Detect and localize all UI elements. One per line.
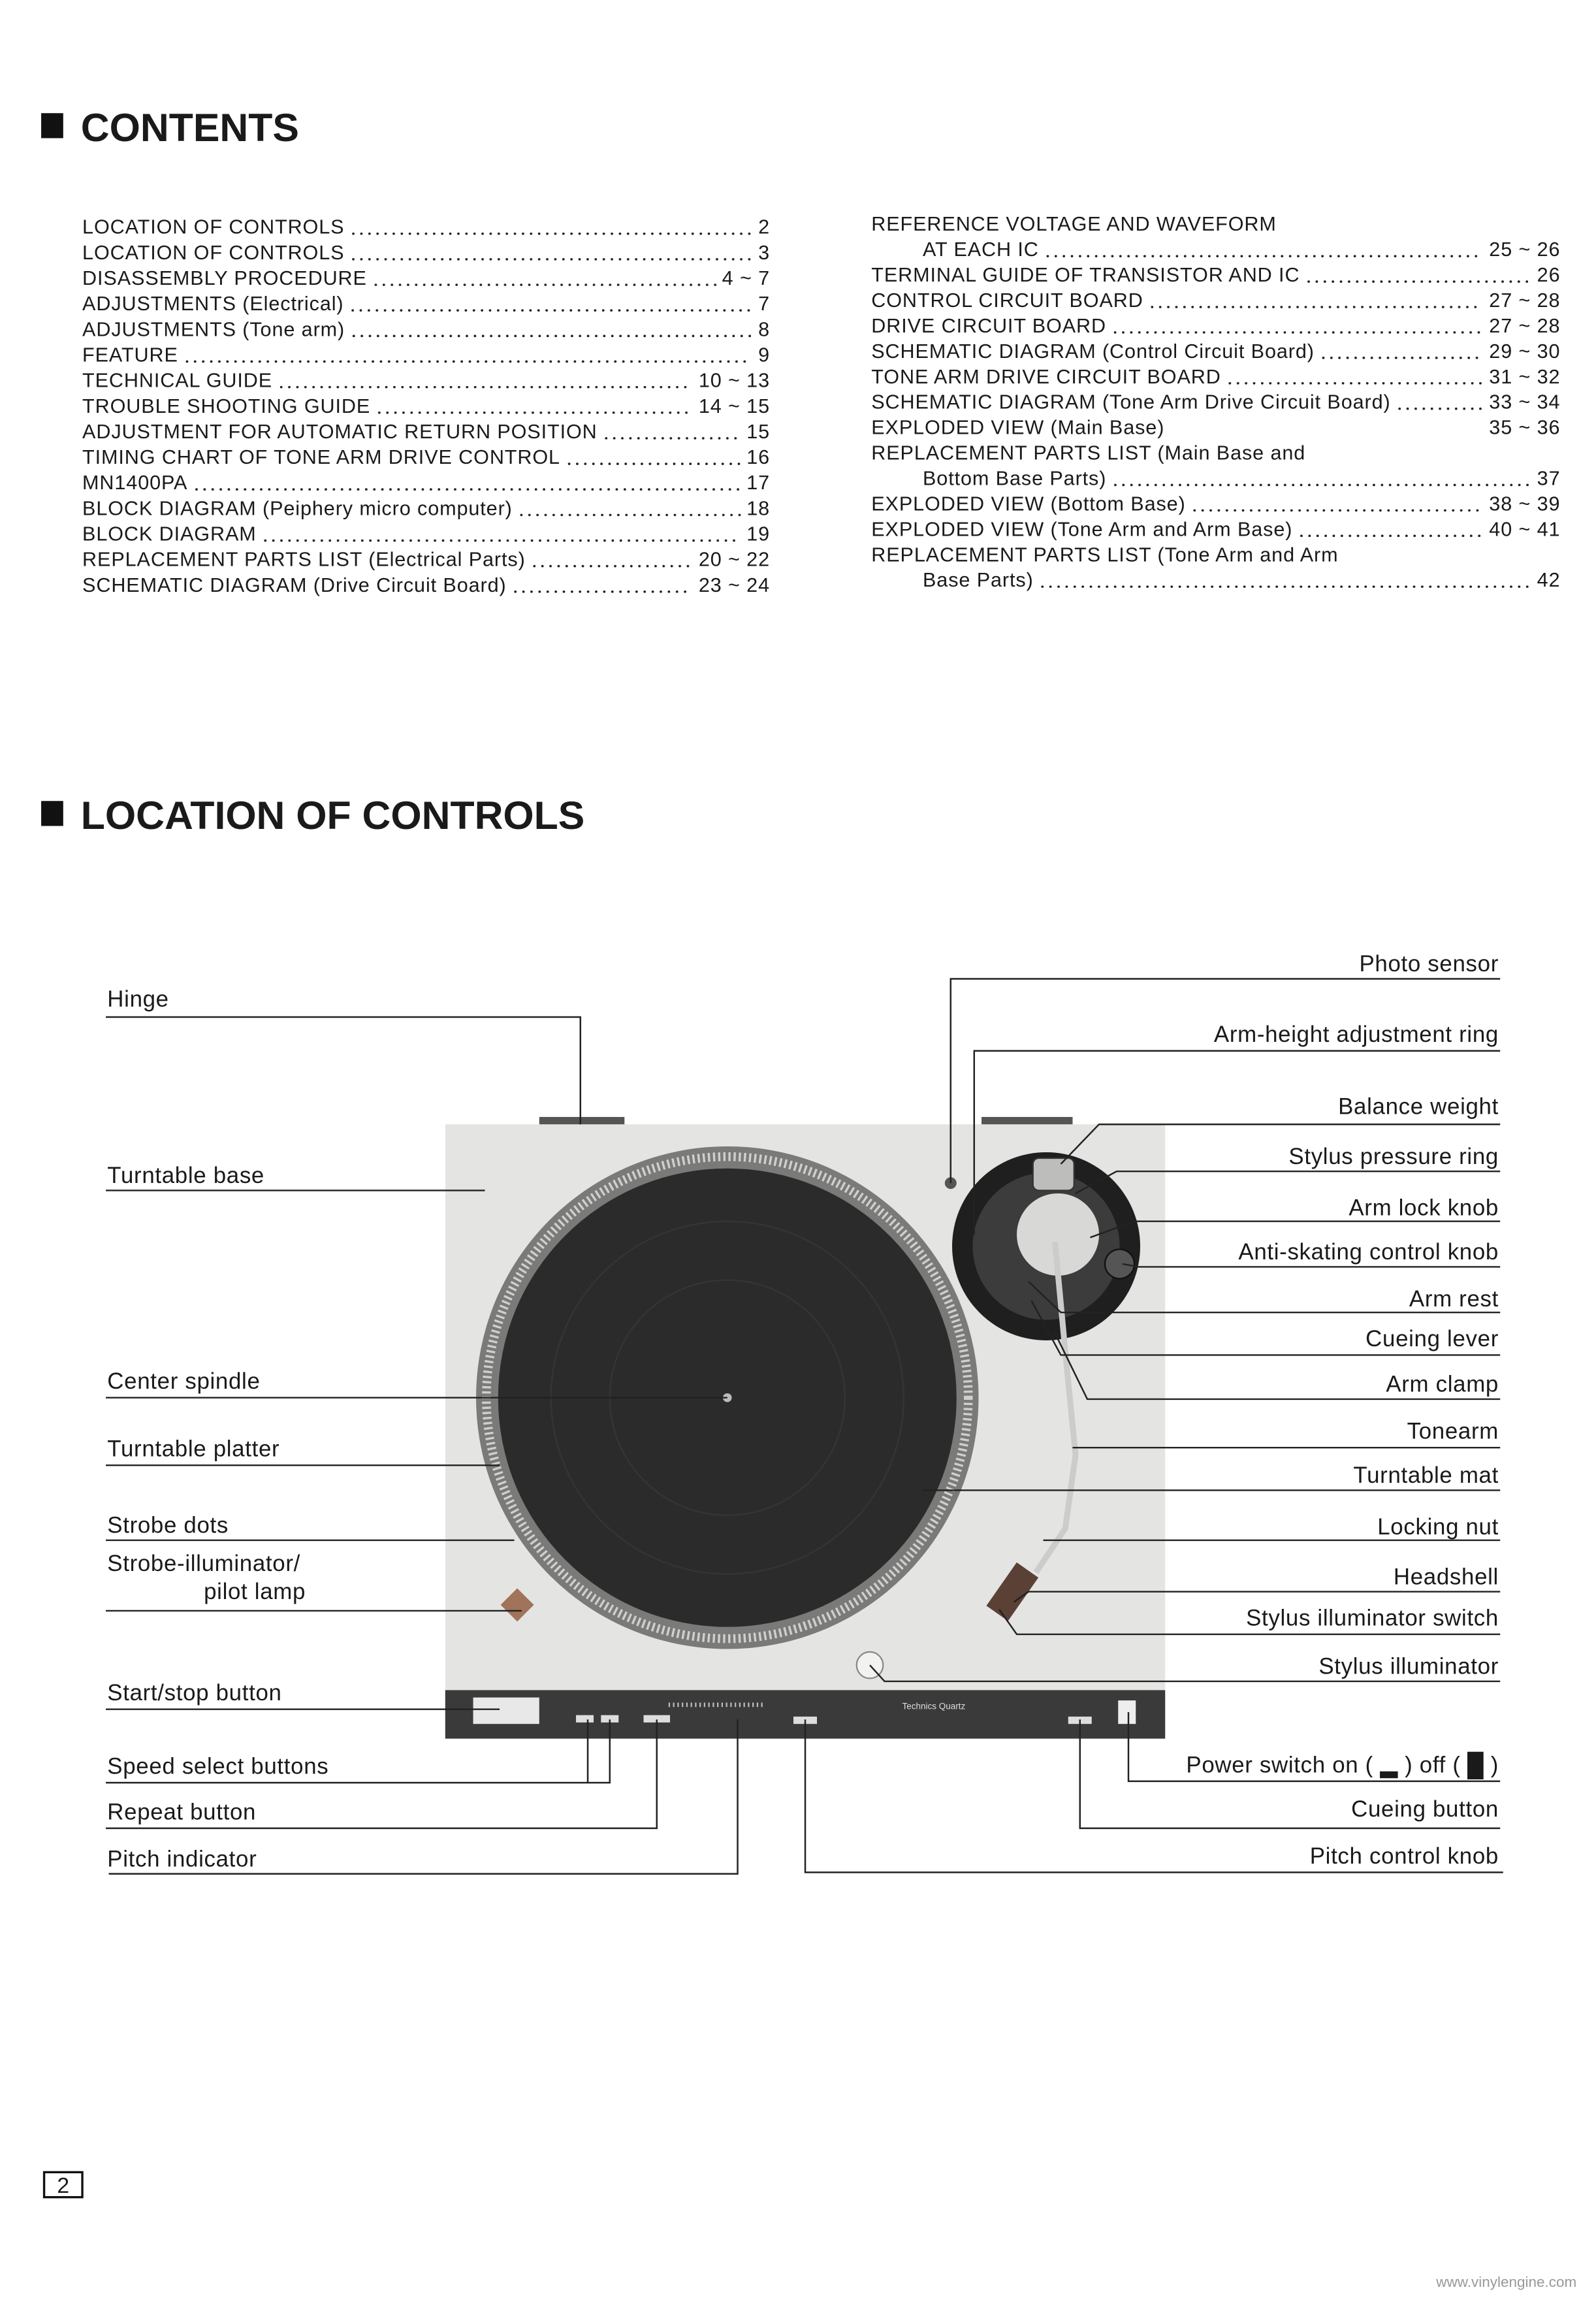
toc-page: 33 ~ 34 <box>1489 391 1561 413</box>
toc-entry[interactable] <box>923 569 1560 591</box>
toc-page: 35 ~ 36 <box>1489 416 1561 439</box>
toc-title: REFERENCE VOLTAGE AND WAVEFORM <box>871 213 1277 236</box>
toc-page: 31 ~ 32 <box>1489 365 1561 388</box>
toc-title: REPLACEMENT PARTS LIST (Tone Arm and Arm <box>871 543 1339 566</box>
toc-entry[interactable] <box>82 395 770 417</box>
toc-page: 4 ~ 7 <box>722 267 771 290</box>
balance-weight <box>1033 1158 1074 1190</box>
control-label: Photo sensor <box>1359 951 1499 977</box>
toc-page: 42 <box>1537 569 1561 592</box>
toc-entry[interactable] <box>871 264 1560 286</box>
toc-page: 15 <box>746 420 771 443</box>
toc-title: EXPLODED VIEW (Main Base) <box>871 416 1165 439</box>
toc-entry[interactable] <box>82 267 770 289</box>
toc-title: REPLACEMENT PARTS LIST (Main Base and <box>871 442 1306 464</box>
speed-33-button[interactable] <box>576 1715 594 1723</box>
toc-title: TONE ARM DRIVE CIRCUIT BOARD <box>871 365 1221 388</box>
toc-page: 18 <box>746 497 771 520</box>
toc-page: 10 ~ 13 <box>698 369 771 392</box>
control-label: Tonearm <box>1407 1418 1499 1444</box>
toc-page: 29 ~ 30 <box>1489 340 1561 363</box>
control-label: Cueing button <box>1351 1796 1499 1822</box>
toc-page: 14 ~ 15 <box>698 395 771 417</box>
toc-title: AT EACH IC <box>923 238 1039 261</box>
toc-entry[interactable] <box>82 446 770 468</box>
toc-page: 26 <box>1537 264 1561 287</box>
heading-bullet-icon <box>41 801 63 826</box>
start-stop-button[interactable] <box>473 1698 539 1724</box>
control-label: pilot lamp <box>204 1578 306 1604</box>
control-label: Center spindle <box>107 1368 261 1395</box>
toc-entry[interactable] <box>871 366 1560 388</box>
toc-entry[interactable] <box>82 242 770 264</box>
control-label: Turntable base <box>107 1163 265 1189</box>
toc-title: TIMING CHART OF TONE ARM DRIVE CONTROL <box>82 446 560 469</box>
toc-page: 7 <box>758 293 771 316</box>
leader-line <box>106 1017 581 1124</box>
anti-skating-knob <box>1105 1249 1134 1278</box>
control-label: Arm-height adjustment ring <box>1213 1022 1499 1048</box>
toc-title: ADJUSTMENTS (Electrical) <box>82 293 344 316</box>
toc-title: TERMINAL GUIDE OF TRANSISTOR AND IC <box>871 264 1300 287</box>
toc-page: 9 <box>758 344 771 366</box>
toc-entry[interactable] <box>923 467 1560 489</box>
toc-entry[interactable] <box>871 417 1560 439</box>
toc-right-column <box>871 213 1560 591</box>
toc-title: MN1400PA <box>82 472 188 494</box>
control-label: Turntable platter <box>107 1436 280 1462</box>
toc-title: EXPLODED VIEW (Bottom Base) <box>871 493 1186 515</box>
control-label: Balance weight <box>1338 1093 1499 1120</box>
control-label: Arm clamp <box>1386 1371 1499 1397</box>
control-label: Speed select buttons <box>107 1753 329 1779</box>
turntable-illustration <box>445 1117 1165 1739</box>
control-label: Repeat button <box>107 1799 257 1825</box>
toc-title: ADJUSTMENTS (Tone arm) <box>82 318 345 341</box>
control-label: Headshell <box>1393 1564 1499 1590</box>
toc-title: DRIVE CIRCUIT BOARD <box>871 314 1107 337</box>
toc-page: 17 <box>746 472 771 494</box>
toc-entry[interactable] <box>82 574 770 596</box>
toc-page: 2 <box>758 216 771 238</box>
toc-entry[interactable] <box>82 472 770 494</box>
toc-title: SCHEMATIC DIAGRAM (Tone Arm Drive Circuit Board) <box>871 391 1391 413</box>
toc-entry[interactable] <box>82 549 770 571</box>
toc-entry[interactable] <box>82 370 770 392</box>
toc-entry[interactable] <box>82 421 770 443</box>
toc-page: 20 ~ 22 <box>698 548 771 571</box>
power-switch[interactable] <box>1118 1700 1136 1724</box>
toc-title: SCHEMATIC DIAGRAM (Control Circuit Board) <box>871 340 1315 363</box>
toc-title: SCHEMATIC DIAGRAM (Drive Circuit Board) <box>82 574 507 596</box>
toc-entry[interactable] <box>871 493 1560 515</box>
control-label: Anti-skating control knob <box>1238 1239 1499 1265</box>
toc-title: Base Parts) <box>923 569 1034 592</box>
toc-entry[interactable] <box>82 497 770 519</box>
toc-page: 8 <box>758 318 771 341</box>
toc-title: ADJUSTMENT FOR AUTOMATIC RETURN POSITION <box>82 420 598 443</box>
control-label: Stylus illuminator switch <box>1246 1605 1499 1631</box>
toc-page: 40 ~ 41 <box>1489 518 1561 541</box>
toc-title: BLOCK DIAGRAM (Peiphery micro computer) <box>82 497 513 520</box>
page-number: 2 <box>57 2173 70 2198</box>
toc-title: REPLACEMENT PARTS LIST (Electrical Parts) <box>82 548 526 571</box>
toc-entry[interactable] <box>82 523 770 545</box>
toc-entry[interactable] <box>871 340 1560 363</box>
control-label: Strobe dots <box>107 1512 229 1538</box>
control-label: Start/stop button <box>107 1680 282 1706</box>
toc-entry[interactable] <box>871 289 1560 312</box>
toc-entry[interactable] <box>923 238 1560 261</box>
location-heading: LOCATION OF CONTROLS <box>80 792 585 837</box>
watermark: www.vinylengine.com <box>1436 2273 1577 2290</box>
toc-entry[interactable] <box>871 213 1277 235</box>
panel-logo: Technics Quartz <box>902 1701 966 1711</box>
toc-page: 38 ~ 39 <box>1489 493 1561 515</box>
toc-title: EXPLODED VIEW (Tone Arm and Arm Base) <box>871 518 1293 541</box>
toc-page: 19 <box>746 523 771 545</box>
control-label: Strobe-illuminator/ <box>107 1551 300 1577</box>
toc-entry[interactable] <box>871 543 1338 566</box>
control-label: Pitch control knob <box>1309 1843 1499 1869</box>
toc-title: LOCATION OF CONTROLS <box>82 241 345 264</box>
toc-page: 3 <box>758 241 771 264</box>
toc-title: BLOCK DIAGRAM <box>82 523 257 545</box>
toc-title: CONTROL CIRCUIT BOARD <box>871 289 1143 312</box>
control-label: Power switch on ( ▂ ) off ( █ ) <box>1186 1752 1499 1778</box>
toc-title: DISASSEMBLY PROCEDURE <box>82 267 367 290</box>
toc-left-column <box>82 216 770 596</box>
toc-page: 23 ~ 24 <box>698 574 771 596</box>
toc-page: 37 <box>1537 467 1561 490</box>
toc-entry[interactable] <box>871 315 1560 337</box>
toc-title: TROUBLE SHOOTING GUIDE <box>82 395 371 417</box>
toc-entry[interactable] <box>82 344 770 366</box>
toc-entry[interactable] <box>82 318 770 340</box>
toc-title: LOCATION OF CONTROLS <box>82 216 345 238</box>
toc-page: 27 ~ 28 <box>1489 314 1561 337</box>
control-label: Cueing lever <box>1365 1325 1499 1351</box>
toc-entry[interactable] <box>82 216 770 238</box>
control-label: Arm lock knob <box>1349 1195 1499 1221</box>
toc-entry[interactable] <box>82 293 770 315</box>
contents-heading: CONTENTS <box>80 105 299 150</box>
toc-page: 16 <box>746 446 771 469</box>
control-label: Stylus pressure ring <box>1288 1143 1499 1169</box>
toc-title: Bottom Base Parts) <box>923 467 1107 490</box>
toc-entry[interactable] <box>871 442 1305 464</box>
toc-entry[interactable] <box>871 391 1560 413</box>
control-label: Hinge <box>107 986 169 1012</box>
control-label: Turntable mat <box>1353 1463 1499 1489</box>
toc-title: FEATURE <box>82 344 178 366</box>
heading-bullet-icon <box>41 113 63 138</box>
toc-page: 25 ~ 26 <box>1489 238 1561 261</box>
control-label: Locking nut <box>1377 1513 1499 1540</box>
toc-page: 27 ~ 28 <box>1489 289 1561 312</box>
control-label: Pitch indicator <box>107 1846 257 1872</box>
toc-title: TECHNICAL GUIDE <box>82 369 273 392</box>
control-label: Arm rest <box>1409 1286 1499 1312</box>
toc-entry[interactable] <box>871 518 1560 540</box>
control-label: Stylus illuminator <box>1318 1653 1499 1679</box>
